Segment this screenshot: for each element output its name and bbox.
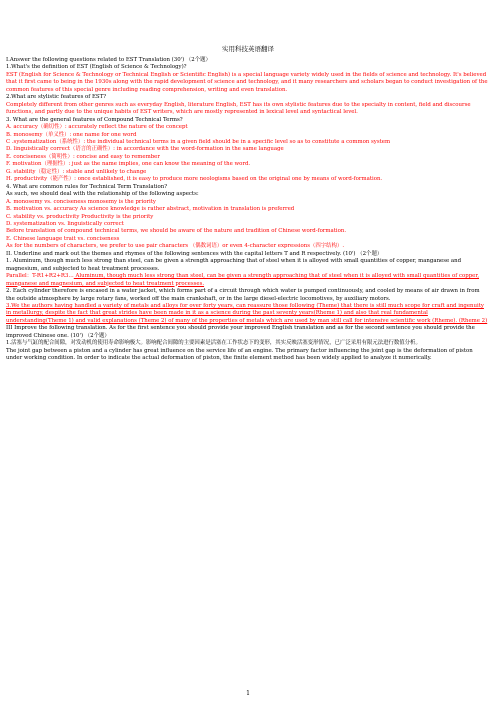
theme-span: 3.We the authors having handled a variety of metals and alloys for over forty years, can reassure those following (Theme) (6, 302, 340, 309)
question: 2.What are stylistic features of EST? (6, 94, 107, 101)
feature-item: H. productivity（能产性）: once established, it is easy to produce more neologisms based on the original one by means of word-formation. (6, 176, 383, 183)
feature-item: G. stability（稳定性）: stable and unlikely to change (6, 168, 147, 175)
sentence: 2. Each cylinder therefore is encased in a water jacket, which forms part of a circuit through which water is pumped continuously, and cooled by means of air drawn in from the outside atmosphere by large rotary fans, worked off the main crankshaft, or in the large diesel-electric locomotives, by auxiliary motors. (6, 288, 480, 302)
parallel-label: Parallel： (6, 273, 33, 280)
feature-item: D. linguistically correct（语言的正确性）: in accordance with the word-formation in the same language (6, 146, 284, 153)
question: 3. What are the general features of Compound Technical Terms? (6, 116, 183, 123)
rule-note: Before translation of compound technical terms, we should be aware of the nature and tradition of Chinese word-formation. (6, 228, 347, 235)
feature-item: A. accuracy（确切性）: accurately reflect the nature of the concept (6, 124, 188, 131)
sentence: 1. Aluminum, though much less strong than steel, can be given a strength approaching that of steel when it is alloyed with small quantities of copper, manganese and magnesium, and subjected to heat treatment processes. (6, 258, 462, 272)
document-body (6, 57, 488, 363)
sentence (6, 303, 488, 325)
question: 1.What's the definition of EST (English of Science & Technology)? (6, 64, 187, 71)
parallel-text: Aluminum, though much less strong than steel, can be given a strength approaching that of steel when it is alloyed with small quantities of copper, manganese and magnesium, and subjected to heat treatment processes. (6, 273, 480, 287)
rule-item: B. motivation vs. accuracy As science knowledge is rather abstract, motivation in translation is preferred (6, 206, 295, 213)
rule-item: E. Chinese language trait vs. conciseness (6, 235, 120, 242)
rule-item: D. systematization vs. linguistically correct (6, 220, 124, 227)
feature-item: F. motivation（理据性）: just as the name implies, one can know the meaning of the word. (6, 161, 251, 168)
rule-item: A. monosemy vs. conciseness monosemy is the priority (6, 198, 156, 205)
rule-item: C. stability vs. productivity Productivity is the priority (6, 213, 154, 220)
rule-note: As for the numbers of characters, we prefer to use pair characters （偶数词语）or even 4-character expressions（四字结构）. (6, 243, 345, 250)
answer-text: EST (English for Science & Technology or Technical English or Scientific English) is a special language variety widely used in the fields of science and technology. It's believed that it first came to being in the 1930s along with the rapid development of science and technology, and it many researchers and scholars began to conduct investigation of the common features of this special genre including reading comprehension, writing and even translation. (6, 71, 488, 93)
chinese-sentence: 1.活塞与气缸的配合间隙，对发动机的使用寿命影响极大。影响配合间隙的主要因素是活塞在工作状态下的变形，其实反映活塞变形情况，已广泛采用有限元法进行数值分析。 (6, 340, 421, 347)
page-title: 实用科技英语翻译 (222, 45, 274, 53)
parallel-formula: T-R1+R2+R3… (32, 273, 74, 280)
rheme-span: that there is still much scope for craft and ingenuity in metallurgy, despite the fact that great strides have been made in it as a science during the past seventy years(Rheme 1) (6, 302, 484, 317)
section-heading: II. Underline and mark out the themes and rhymes of the following sentences with the capital letters T and R respectively. (10') （2个题） (6, 250, 383, 257)
english-translation: The joint gap between a piston and a cylinder has great influence on the service life of an engine. The primary factor influencing the joint gap is the deformation of piston under working condition. In order to indicate the actual deformation of piston, the finite element method has been widely applied to analyze it numerically. (6, 347, 473, 362)
feature-item: B. monosemy（单义性）: one name for one word (6, 131, 137, 138)
section-heading: I.Answer the following questions related to EST Translation (30') （2个题） (6, 57, 211, 63)
answer-text: Completely different from other genres such as everyday English, literature English, EST has its own stylistic features due to the specialty in content, field and discourse functions, and partly due to the unique habits of EST writers, which are mostly represented in lexical level and syntactical level. (6, 101, 471, 116)
parallel-analysis (6, 273, 488, 288)
feature-item: E. conciseness（简明性）: concise and easy to remember (6, 153, 160, 160)
feature-item: C .systematization（系统性）: the individual technical terms in a given field should be in a specific level so as to constitute a common system (6, 138, 391, 145)
answer-intro: As such, we should deal with the relationship of the following aspects: (6, 191, 199, 198)
section-heading: III Improve the following translation. As for the first sentence you should provide your improved English translation and as for the second sentence you should provide the improved Chinese one. (10') （2个题） (6, 325, 475, 339)
theme-rheme-span: and also that real fundamental understanding(Theme 1) and valid explanations (Theme 2) of many of the properties of metals which are used by man still call for intensive scientific work (Rheme). (Rheme 2) (6, 310, 488, 324)
page-number: 1 (246, 690, 250, 697)
question: 4. What are common rules for Technical Term Translation? (6, 183, 168, 190)
